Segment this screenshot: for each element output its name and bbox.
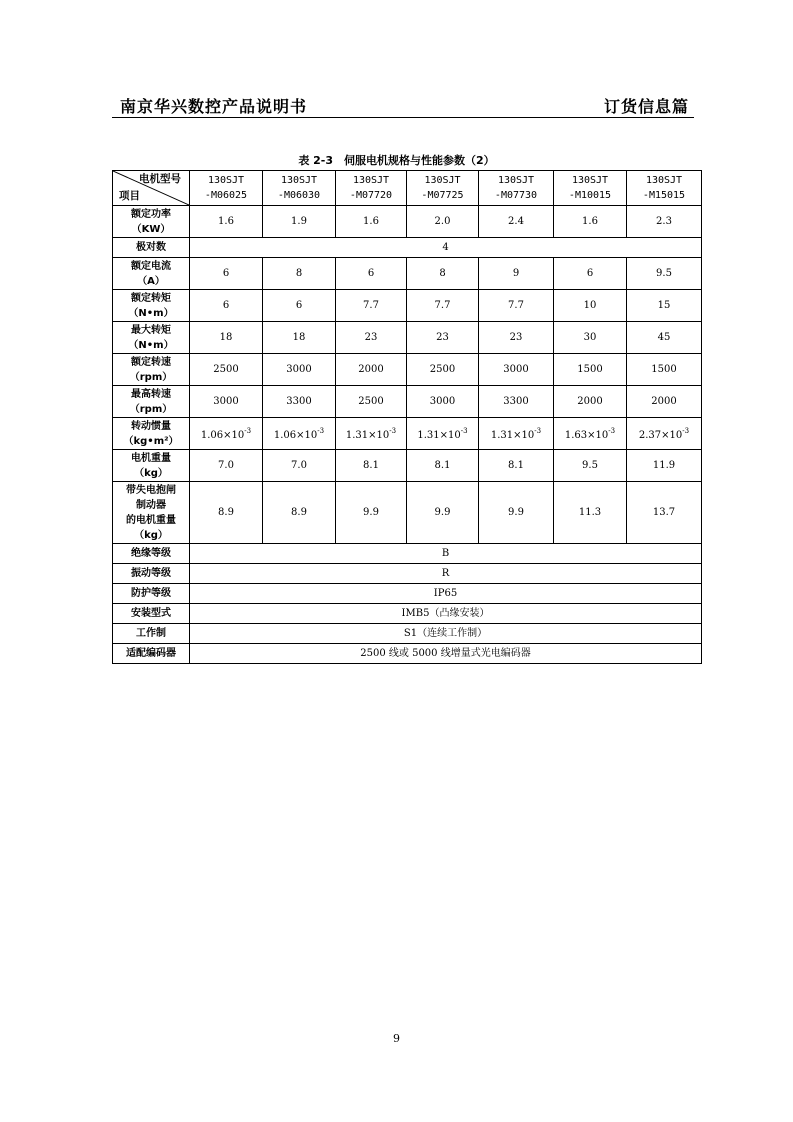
row-label-line: （rpm） [129, 371, 173, 383]
value-text: 1.06×10 [200, 430, 245, 441]
value-cell [263, 322, 336, 354]
value-cell [263, 386, 336, 418]
value-cell [627, 450, 702, 482]
model-series: 130SJT [645, 175, 683, 186]
merged-value-cell: IMB5（凸缘安装） [190, 604, 702, 624]
merged-value-cell: B [190, 544, 702, 564]
value-cell [407, 258, 479, 290]
row-label-line: 工作制 [136, 628, 166, 639]
value-text: 8.9 [291, 507, 307, 518]
row-label-line: 额定功率 [131, 208, 171, 220]
row-label [113, 450, 190, 482]
value-text: 10 [583, 300, 597, 311]
value-text: 1.63×10 [564, 430, 609, 441]
row-label [113, 544, 190, 564]
value-cell [479, 450, 554, 482]
value-cell [263, 482, 336, 544]
value-text: 2000 [358, 364, 384, 375]
value-text: 8 [439, 268, 446, 279]
value-text: 1.06×10 [273, 430, 318, 441]
value-cell [190, 206, 263, 238]
value-text: 9.9 [434, 507, 451, 518]
table-caption: 表 2-3 伺服电机规格与性能参数（2） [298, 154, 495, 167]
value-text: 2500 [429, 364, 456, 375]
value-cell [554, 206, 627, 238]
table-row [113, 564, 702, 584]
value-text: 9 [512, 268, 520, 279]
value-cell [554, 386, 627, 418]
row-label [113, 482, 190, 544]
row-label-line: 最大转矩 [131, 324, 171, 336]
value-text: 7.7 [508, 300, 524, 311]
row-label [113, 238, 190, 258]
table-row [113, 386, 702, 418]
model-series: 130SJT [571, 175, 609, 186]
value-text: 7.0 [218, 460, 234, 471]
value-cell [479, 418, 554, 450]
value-text: 7.0 [291, 460, 307, 471]
value-cell [554, 482, 627, 544]
table-row [113, 258, 702, 290]
value-exponent: -3 [534, 427, 542, 435]
value-cell [407, 482, 479, 544]
value-cell [190, 450, 263, 482]
table-row [113, 206, 702, 238]
value-text: 1.31×10 [345, 430, 390, 441]
merged-value-cell: R [190, 564, 702, 584]
header-corner-cell [113, 171, 190, 206]
model-header-cell [554, 171, 627, 206]
merged-value-cell: IP65 [190, 584, 702, 604]
value-cell [407, 322, 479, 354]
value-text: 30 [583, 332, 597, 343]
model-code: -M06030 [277, 190, 321, 201]
value-text: 1.6 [582, 216, 598, 227]
model-header-cell [263, 171, 336, 206]
merged-value-cell: S1（连续工作制） [190, 624, 702, 644]
value-exponent: -3 [244, 427, 252, 435]
value-text: 3000 [213, 396, 239, 407]
value-text: 11.3 [578, 507, 602, 518]
value-text: 3000 [429, 396, 456, 407]
value-cell [479, 290, 554, 322]
row-label-line: 振动等级 [131, 568, 171, 579]
value-cell [554, 258, 627, 290]
value-text: 3000 [286, 364, 312, 375]
model-code: -M07725 [421, 190, 464, 201]
value-text: 23 [436, 332, 449, 343]
value-cell [627, 322, 702, 354]
value-text: 23 [364, 332, 378, 343]
value-cell [336, 418, 407, 450]
value-cell [627, 258, 702, 290]
value-text: 18 [219, 332, 233, 343]
value-text: 8.1 [434, 460, 451, 471]
row-label-line: 额定电流 [131, 260, 171, 272]
value-cell [554, 418, 627, 450]
value-exponent: -3 [317, 427, 325, 435]
page-number: 9 [393, 1032, 400, 1045]
value-text: 2.37×10 [638, 430, 683, 441]
model-series: 130SJT [280, 175, 318, 186]
value-text: 1.6 [218, 216, 234, 227]
value-cell [190, 258, 263, 290]
value-cell [263, 290, 336, 322]
row-label [113, 322, 190, 354]
model-code: -M07720 [349, 190, 393, 201]
row-label-line: 电机重量 [131, 452, 171, 464]
value-cell [407, 206, 479, 238]
value-cell [627, 290, 702, 322]
model-series: 130SJT [207, 175, 245, 186]
value-text: 6 [222, 300, 230, 311]
section-title: 订货信息篇 [603, 97, 689, 116]
value-cell [479, 482, 554, 544]
value-cell [554, 322, 627, 354]
row-label [113, 354, 190, 386]
model-series: 130SJT [424, 175, 461, 186]
value-cell [627, 354, 702, 386]
row-label [113, 386, 190, 418]
value-text: 7.7 [363, 300, 379, 311]
value-cell [263, 354, 336, 386]
value-cell [479, 258, 554, 290]
value-text: 9.9 [363, 507, 379, 518]
model-code: -M07730 [494, 190, 538, 201]
value-cell [627, 482, 702, 544]
value-text: 1500 [577, 364, 603, 375]
row-label-line: 的电机重量 [126, 514, 176, 526]
value-cell [263, 258, 336, 290]
row-label-line: 极对数 [136, 242, 166, 253]
row-label [113, 418, 190, 450]
value-cell [190, 482, 263, 544]
value-cell [190, 386, 263, 418]
value-exponent: -3 [389, 427, 397, 435]
row-label-line: 转动惯量 [131, 420, 171, 432]
value-text: 9.5 [582, 460, 598, 471]
model-series: 130SJT [497, 175, 535, 186]
value-text: 1.9 [291, 216, 307, 227]
value-cell [190, 290, 263, 322]
model-header-cell [479, 171, 554, 206]
value-cell [263, 450, 336, 482]
row-label-line: 制动器 [136, 499, 166, 511]
table-row [113, 482, 702, 544]
row-label [113, 604, 190, 624]
value-text: 23 [509, 332, 523, 343]
value-cell [407, 290, 479, 322]
value-cell [336, 290, 407, 322]
model-header-cell [627, 171, 702, 206]
value-text: 9.9 [508, 507, 524, 518]
row-label [113, 206, 190, 238]
row-label-line: 最高转速 [131, 388, 171, 400]
table-row [113, 418, 702, 450]
row-label-line: 绝缘等级 [131, 548, 171, 559]
value-text: 2500 [358, 396, 384, 407]
row-label-line: 带失电抱闸 [126, 484, 176, 496]
model-series: 130SJT [352, 175, 390, 186]
table-header-row [113, 171, 702, 206]
table-row [113, 604, 702, 624]
value-cell [336, 482, 407, 544]
value-cell [407, 386, 479, 418]
value-cell [263, 206, 336, 238]
value-text: 3000 [503, 364, 529, 375]
value-cell [479, 322, 554, 354]
row-label-line: （KW） [131, 223, 171, 235]
value-text: 1.6 [363, 216, 379, 227]
row-label [113, 644, 190, 664]
row-label-line: 安装型式 [131, 608, 171, 619]
row-label-line: （rpm） [129, 403, 173, 415]
value-text: 15 [657, 300, 671, 311]
value-text: 45 [657, 332, 671, 343]
value-text: 2.0 [434, 216, 451, 227]
row-label-line: （A） [137, 275, 165, 287]
model-code: -M15015 [642, 190, 686, 201]
table-row [113, 584, 702, 604]
table-row [113, 290, 702, 322]
row-label-line: 适配编码器 [126, 648, 176, 659]
model-code: -M10015 [568, 190, 612, 201]
table-row [113, 450, 702, 482]
row-label-line: 防护等级 [131, 588, 171, 599]
value-text: 13.7 [652, 507, 676, 518]
row-label-line: （kg•m²） [123, 435, 179, 447]
value-text: 9.5 [656, 268, 672, 279]
table-row [113, 354, 702, 386]
model-code: -M06025 [204, 190, 248, 201]
value-cell [479, 354, 554, 386]
value-cell [336, 206, 407, 238]
value-cell [336, 386, 407, 418]
value-cell [190, 354, 263, 386]
value-text: 3300 [503, 396, 529, 407]
row-label [113, 584, 190, 604]
value-text: 3300 [286, 396, 312, 407]
value-cell [407, 418, 479, 450]
table-row [113, 544, 702, 564]
model-header-cell [190, 171, 263, 206]
value-cell [479, 206, 554, 238]
value-cell [263, 418, 336, 450]
value-cell [479, 386, 554, 418]
value-cell [190, 322, 263, 354]
value-exponent: -3 [460, 427, 468, 435]
model-header-cell [407, 171, 479, 206]
value-text: 1500 [651, 364, 677, 375]
value-cell [627, 386, 702, 418]
value-text: 8.1 [508, 460, 524, 471]
corner-label-item: 项目 [119, 190, 140, 202]
value-cell [627, 206, 702, 238]
value-text: 1.31×10 [417, 430, 461, 441]
value-text: 8.9 [218, 507, 234, 518]
value-text: 6 [295, 300, 303, 311]
value-cell [554, 450, 627, 482]
table-row [113, 644, 702, 664]
row-label-line: （N•m） [128, 307, 174, 319]
row-label [113, 564, 190, 584]
row-label-line: 额定转速 [131, 356, 171, 368]
value-cell [336, 258, 407, 290]
value-text: 11.9 [652, 460, 676, 471]
row-label-line: 额定转矩 [131, 292, 171, 304]
document-title: 南京华兴数控产品说明书 [120, 97, 308, 116]
value-text: 6 [586, 268, 594, 279]
row-label [113, 258, 190, 290]
value-cell [190, 418, 263, 450]
value-text: 7.7 [434, 300, 451, 311]
value-text: 18 [292, 332, 306, 343]
row-label-line: （kg） [134, 467, 168, 479]
value-text: 6 [367, 268, 375, 279]
value-text: 8 [295, 268, 303, 279]
row-label [113, 624, 190, 644]
row-label [113, 290, 190, 322]
table-row [113, 322, 702, 354]
header-divider [112, 117, 694, 118]
row-label-line: （kg） [134, 529, 168, 541]
value-cell [554, 354, 627, 386]
row-label-line: （N•m） [128, 339, 174, 351]
servo-motor-spec-table [112, 170, 702, 664]
value-text: 1.31×10 [490, 430, 535, 441]
value-exponent: -3 [682, 427, 690, 435]
value-cell [627, 418, 702, 450]
model-header-cell [336, 171, 407, 206]
value-cell [554, 290, 627, 322]
value-text: 2.4 [508, 216, 524, 227]
value-cell [336, 450, 407, 482]
value-text: 2.3 [656, 216, 672, 227]
value-text: 8.1 [363, 460, 379, 471]
value-text: 2000 [577, 396, 603, 407]
value-exponent: -3 [608, 427, 616, 435]
merged-value-cell: 4 [190, 238, 702, 258]
value-text: 2500 [213, 364, 239, 375]
value-text: 6 [222, 268, 230, 279]
table-row [113, 238, 702, 258]
value-cell [336, 322, 407, 354]
table-row [113, 624, 702, 644]
value-cell [336, 354, 407, 386]
corner-label-model: 电机型号 [139, 173, 181, 185]
value-cell [407, 450, 479, 482]
value-cell [407, 354, 479, 386]
merged-value-cell: 2500 线或 5000 线增量式光电编码器 [190, 644, 702, 664]
value-text: 2000 [651, 396, 677, 407]
